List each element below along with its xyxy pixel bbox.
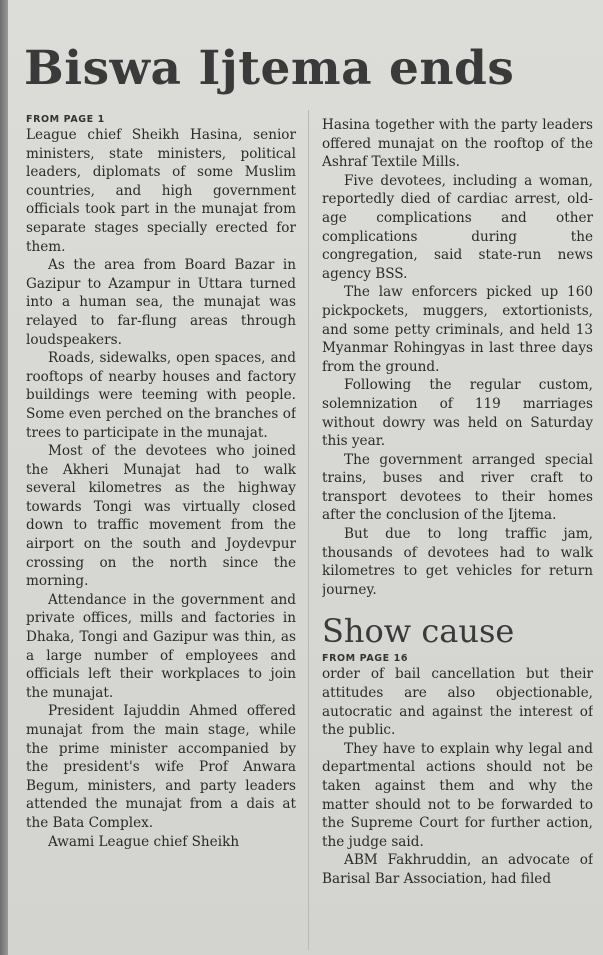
- right-column: [322, 116, 593, 951]
- paragraph: As the area from Board Bazar in Gazipur to Azampur in Uttara turned into a human sea, the munajat was relayed to far-flung areas through loudspeakers.: [26, 257, 296, 348]
- paragraph: ABM Fakhruddin, an advocate of Barisal Bar Association, had filed: [322, 852, 593, 887]
- paragraph: Five devotees, including a woman, reportedly died of cardiac arrest, old-age complications and other complications during the congregation, said state-run news agency BSS.: [322, 172, 593, 282]
- column-divider: [308, 110, 309, 950]
- paragraph: But due to long traffic jam, thousands of devotees had to walk kilometres to get vehicles for return journey.: [322, 526, 593, 598]
- left-column: [26, 114, 296, 944]
- paragraph: Following the regular custom, solemnization of 119 marriages without dowry was held on Saturday this year.: [322, 377, 593, 450]
- paragraph: Hasina together with the party leaders offered munajat on the rooftop of the Ashraf Textile Mills.: [322, 117, 593, 171]
- paragraph: Awami League chief Sheikh: [48, 833, 240, 850]
- page-edge-shadow: [0, 0, 8, 955]
- paragraph: Attendance in the government and private offices, mills and factories in Dhaka, Tongi and Gazipur was thin, as a large number of employees and officials left their workplaces to join the munajat.: [26, 591, 296, 701]
- paragraph: Roads, sidewalks, open spaces, and rooftops of nearby houses and factory buildings were teeming with people. Some even perched on the branches of trees to participate in the munajat.: [26, 350, 296, 441]
- left-dateline: FROM PAGE 1: [26, 114, 105, 125]
- paragraph: Most of the devotees who joined the Akheri Munajat had to walk several kilometres as the highway towards Tongi was virtually closed down to traffic movement from the airport on the south and Joydevpur crossing on the north since the morning.: [26, 443, 296, 590]
- paragraph: They have to explain why legal and departmental actions should not be taken against them and why the matter should not to be forwarded to the Supreme Court for further action, the judge said.: [322, 740, 593, 850]
- paragraph: League chief Sheikh Hasina, senior ministers, state ministers, political leaders, diplomats of some Muslim countries, and high government officials took part in the munajat from separate stages specially erected for them.: [26, 127, 296, 255]
- paragraph: The government arranged special trains, buses and river craft to transport devotees to their homes after the conclusion of the Ijtema.: [322, 451, 593, 524]
- subheadline: Show cause: [322, 612, 515, 651]
- subhead-dateline: FROM PAGE 16: [322, 653, 409, 665]
- headline: Biswa Ijtema ends: [24, 41, 515, 97]
- paragraph: order of bail cancellation but their attitudes are also objectionable, autocratic and against the interest of the public.: [322, 666, 593, 739]
- paragraph: The law enforcers picked up 160 pickpockets, muggers, extortionists, and some petty criminals, and held 13 Myanmar Rohingyas in last three days from the ground.: [322, 284, 593, 375]
- paragraph: President Iajuddin Ahmed offered munajat from the main stage, while the prime minister accompanied by the president's wife Prof Anwara Begum, ministers, and party leaders attended the munajat from a dais at the Bata Complex.: [26, 703, 296, 831]
